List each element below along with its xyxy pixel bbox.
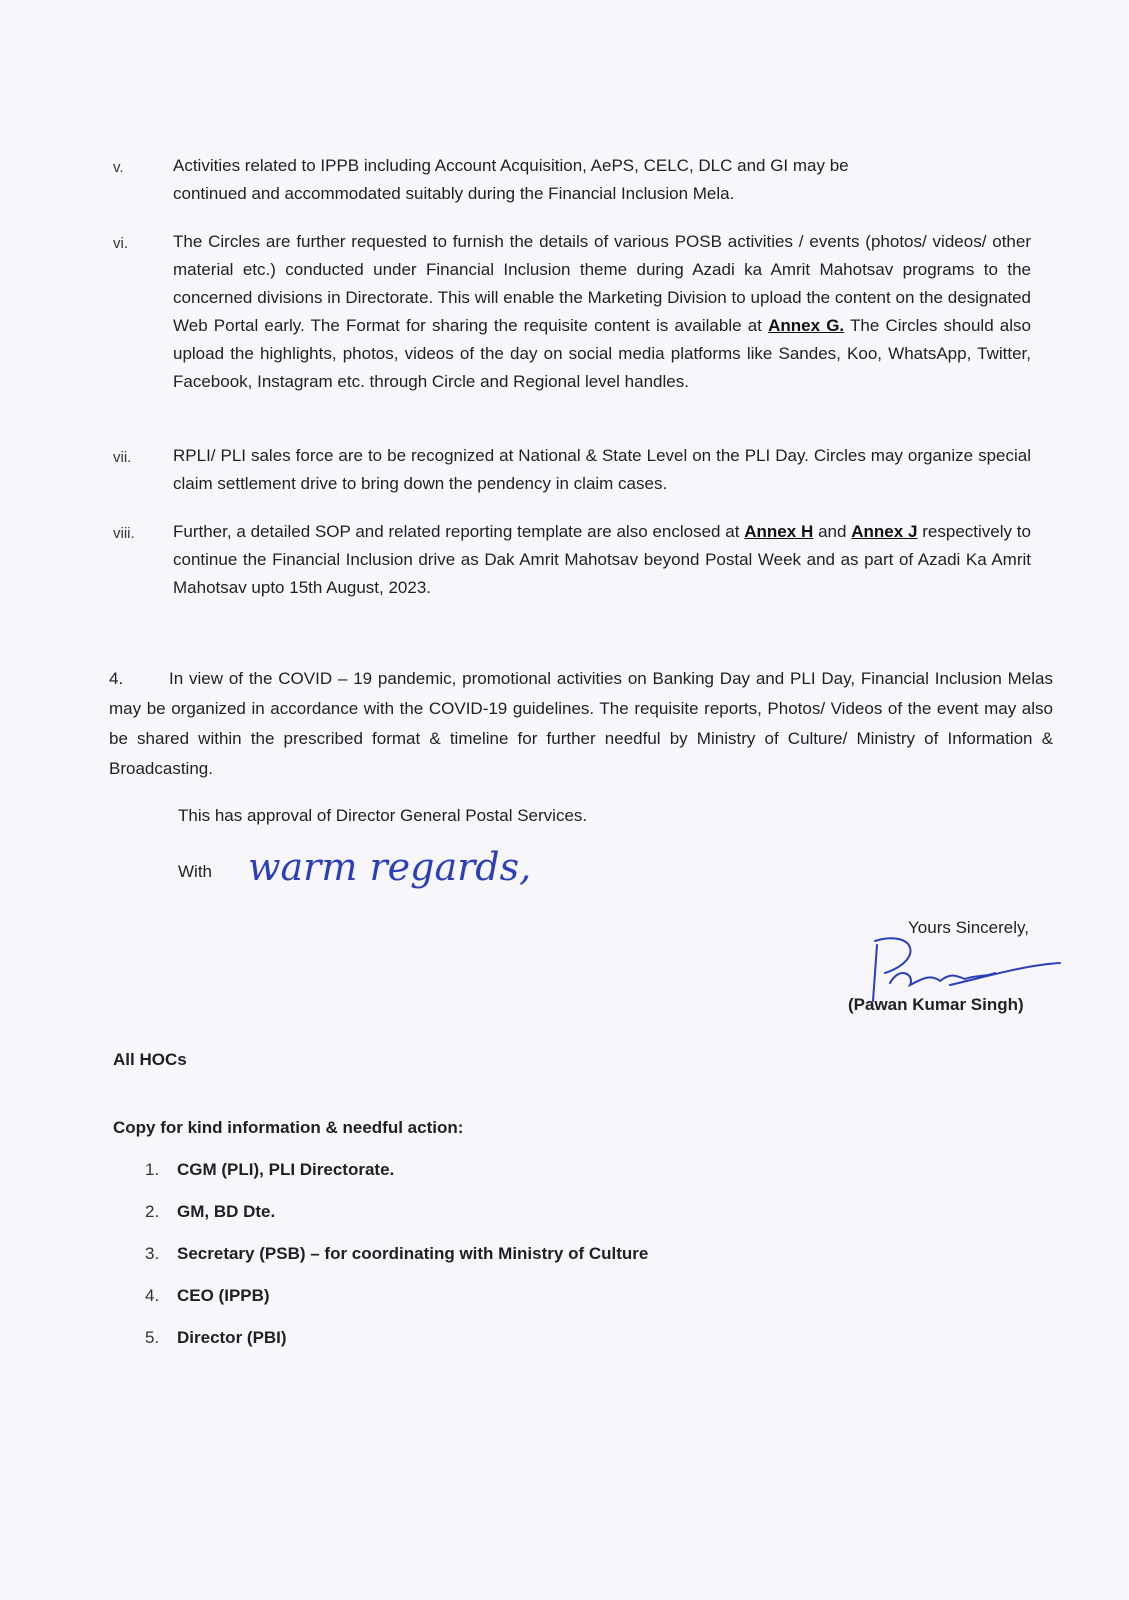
annex-j-link[interactable]: Annex J	[851, 522, 918, 541]
item-line: continued and accommodated suitably during the Financial Inclusion Mela.	[173, 184, 735, 203]
item-number: viii.	[113, 525, 135, 542]
list-item: 2. GM, BD Dte.	[145, 1202, 276, 1221]
svg-text:warm regards,: warm regards,	[248, 845, 532, 889]
item-text: Further, a detailed SOP and related reporting template are also enclosed at Annex H and Annex J respectively to continue the Financial Inclusion drive as Dak Amrit Mahotsav beyond Postal Week and as part of Azadi Ka Amrit Mahotsav upto 15th August, 2023.	[173, 522, 1031, 597]
approval-line: This has approval of Director General Postal Services.	[178, 806, 588, 825]
copy-heading: Copy for kind information & needful action:	[113, 1118, 464, 1137]
item-text	[173, 152, 1033, 208]
item-text: The Circles are further requested to furnish the details of various POSB activities / events (photos/ videos/ other material etc.) conducted under Financial Inclusion theme during Azadi ka Amrit Mahotsav programs to the concerned divisions in Directorate. This will enable the Marketing Division to upload the content on the designated Web Portal early. The Format for sharing the requisite content is available at Annex G. The Circles should also upload the highlights, photos, videos of the day on social media platforms like Sandes, Koo, WhatsApp, Twitter, Facebook, Instagram etc. through Circle and Regional level handles.	[173, 232, 1031, 391]
list-item: 3. Secretary (PSB) – for coordinating with Ministry of Culture	[145, 1244, 649, 1263]
signer-name: (Pawan Kumar Singh)	[848, 995, 1024, 1014]
annex-h-link[interactable]: Annex H	[744, 522, 814, 541]
annex-g-link[interactable]: Annex G.	[768, 316, 845, 335]
paragraph-text: In view of the COVID – 19 pandemic, promotional activities on Banking Day and PLI Day, Financial Inclusion Melas may be organized in accordance with the COVID-19 guidelines. The requisite reports, Photos/ Videos of the event may also be shared within the prescribed format & timeline for further needful by Ministry of Culture/ Ministry of Information & Broadcasting.	[109, 669, 1053, 778]
paragraph-number: 4.	[109, 669, 124, 688]
handwritten-regards	[248, 840, 648, 910]
closing-with: With	[178, 862, 212, 881]
copy-list	[145, 1160, 648, 1370]
item-text: RPLI/ PLI sales force are to be recognized at National & State Level on the PLI Day. Circles may organize special claim settlement drive to bring down the pendency in claim cases.	[173, 446, 1031, 493]
item-number: v.	[113, 159, 124, 176]
item-number: vii.	[113, 449, 132, 466]
list-item: 1. CGM (PLI), PLI Directorate.	[145, 1160, 395, 1179]
item-number: vi.	[113, 235, 128, 252]
addressee: All HOCs	[113, 1050, 187, 1069]
list-item: 5. Director (PBI)	[145, 1328, 287, 1347]
item-line: Activities related to IPPB including Account Acquisition, AePS, CELC, DLC and GI may be	[173, 156, 849, 175]
paragraph-4	[109, 664, 1053, 784]
list-item: 4. CEO (IPPB)	[145, 1286, 270, 1305]
yours-sincerely: Yours Sincerely,	[908, 918, 1029, 937]
